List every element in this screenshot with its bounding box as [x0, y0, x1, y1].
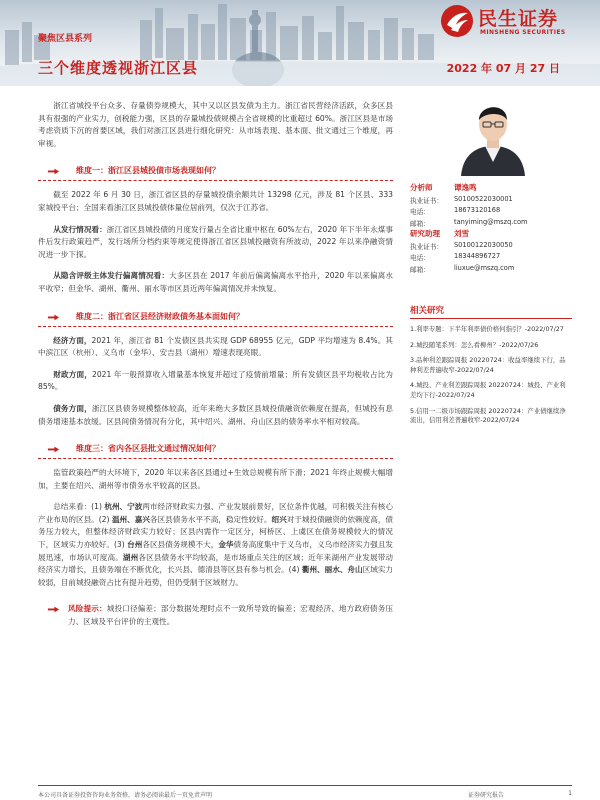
sidebar: [410, 182, 572, 426]
intro-paragraph: 浙江省城投平台众多、存量债券规模大，其中又以区县发债为主力。浙江省民营经济活跃，众多区县具有很强的产业实力，创税能力强，区县的存量城投债规模占全省规模的比重超过 60%。浙江区县是市场考虑资质下沉的首要区域，我们对浙江区县进行细化研究：从市场表现、基本面、批文通过三个维度，再审视。: [38, 101, 393, 148]
section-divider: [38, 180, 393, 181]
dim2-text-2: 2021 年一般预算收入增量基本恢复并超过了疫情前增量；所有发债区县平均税收占比为 85%。: [38, 369, 393, 392]
section-title: 维度二：浙江省区县经济财政债务基本面如何？: [76, 311, 244, 321]
hand-pointer-icon: [46, 309, 61, 324]
dim1-paragraph-1: 截至 2022 年 6 月 30 日，浙江省区县的存量城投债余额共计 13298 亿元，涉及 81 个区县、333 家城投平台；全国来看浙江区县城投债体量位居前列，仅次于江苏省。: [38, 190, 393, 212]
page-number: 1: [568, 790, 572, 797]
related-research-item[interactable]: 1.利率专题：下半年利率债价格何指引？-2022/07/27: [410, 325, 564, 333]
analyst-name-row: [410, 182, 572, 194]
report-header: [0, 0, 600, 86]
analyst-portrait-image: [443, 90, 543, 176]
footer-report-type: 证券研究报告: [468, 792, 505, 799]
related-research-item[interactable]: 3.品种利差跟踪周报 20220724：收益率继续下行，品种利差普遍收窄-2022/07/24: [410, 356, 566, 374]
analyst-phone: 18673120168: [454, 206, 501, 214]
section-divider: [38, 326, 393, 327]
risk-label: 风险提示：: [68, 604, 107, 614]
related-research-item[interactable]: 2.城投随笔系列：怎么看柳州？-2022/07/26: [410, 340, 539, 349]
dim2-text-3: 浙江区县债务规模整体较高，近年来绝大多数区县城投债融资依赖度在提高，但城投有息债务增速基本放缓。区县间债务情况有分化，其中绍兴、湖州、舟山区县的债务率水平相对较高。: [38, 403, 394, 426]
series-label: 聚焦区县系列: [38, 34, 93, 44]
dim1-text-3: 大多区县在 2017 年前后偏离偏离水平抬升，2020 年以来偏离水平收窄；但金华、湖州、衢州、丽水等市区县近两年偏离情况并未恢复。: [38, 271, 394, 293]
analyst-name: 谭逸鸣: [454, 183, 477, 192]
hand-pointer-icon: [46, 601, 61, 616]
section-title: 维度三：省内各区县批文通过情况如何？: [76, 444, 220, 454]
assistant-phone-row: 电话： 18344896727: [410, 252, 501, 262]
dim1-lead-2: 从发行情况看：: [53, 224, 107, 234]
risk-warning: [38, 603, 393, 628]
dim2-lead-3: 债务方面，: [53, 403, 92, 413]
page-footer: [38, 785, 572, 800]
assistant-cert-row: 执业证书： S0100122030050: [410, 240, 513, 251]
assistant-email-link[interactable]: liuxue@mszq.com: [454, 263, 515, 272]
dim2-lead-2: 财政方面，: [53, 369, 92, 379]
main-column: [38, 100, 393, 629]
report-date: 2022 年 07 月 27 日: [446, 62, 560, 75]
dim2-paragraph-3: [38, 403, 393, 428]
dim2-paragraph-1: [38, 335, 393, 360]
footer-disclaimer: 本公司具备证券投资咨询业务资格，请务必阅读最后一页免责声明: [38, 792, 213, 799]
dim2-lead-1: 经济方面，: [53, 335, 92, 345]
report-title: 三个维度透视浙江区县: [38, 59, 199, 77]
minsheng-logo-icon: [440, 4, 474, 38]
minsheng-logo: [440, 2, 590, 42]
dim1-lead-3: 从隐含评级主体发行偏离情况看：: [53, 271, 170, 281]
section-title: 维度一：浙江区县城投债市场表现如何？: [76, 166, 220, 176]
dim2-paragraph-2: [38, 369, 393, 394]
related-research-item[interactable]: 4.城投、产业利差跟踪周报 20220724：城投、产业利差均下行-2022/07/24: [410, 381, 566, 399]
section-header-dim3: [38, 439, 393, 459]
hand-pointer-icon: [46, 163, 61, 178]
section-divider: [38, 458, 393, 459]
logo-text-en: MINSHENG SECURITIES: [480, 29, 566, 36]
risk-content: 城投口径偏差；部分数据处理时点不一致所导致的偏差；宏观经济、地方政府债务压力、区域及平台评价的主观性。: [68, 604, 394, 627]
section-header-dim1: [38, 161, 393, 181]
assistant-name: 刘雪: [454, 229, 469, 238]
section-header-dim2: [38, 307, 393, 327]
assistant-name-row: [410, 228, 572, 240]
assistant-label: 研究助理: [410, 229, 440, 238]
dim1-text-2: 浙江省区县城投债的月度发行量占全省比重中枢在 60%左右，2020 年下半年永煤事件后发行政策趋严，发行场所分档约束等规定使得浙江省区县城投融资有所波动，2022 年以来净融资情况进一步下探。: [38, 224, 394, 259]
analyst-email-link[interactable]: tanyiming@mszq.com: [454, 217, 528, 226]
analyst-photo: [443, 90, 543, 176]
dim3-summary: 总结来看：(1) 杭州、宁波两市经济财政实力强、产业发展前景好，区位条件优越，可积极关注有核心产业布局的区县。(2) 温州、嘉兴各区县债务水平不高，稳定性较好。绍兴对于城投债融资的依赖度高，债务压力较大，但整体经济财政实力较好；区县内需作一定区分，柯桥区、上虞区在债务规模较大的情况下，区域实力亦较好。(3) 台州各区县债务规模不大，金华债务高度集中于义乌市，义乌市经济实力强且发展迅速，市场认可度高。湖州各区县债务水平均较高，是市场重点关注的区域；近年来湖州产业发展带动经济实力增长，且债务端在不断优化，长兴县、德清县等区县有参与机会。(4) 衢州、丽水、舟山区域实力较弱，目前城投融资占比有提升趋势，但仍受制于区域财力。: [38, 502, 394, 587]
analyst-phone-row: 电话： 18673120168: [410, 206, 501, 216]
assistant-phone: 18344896727: [454, 252, 501, 260]
related-research-title: 相关研究: [410, 304, 572, 319]
dim3-paragraph-1: 监管政策趋严的大环境下，2020 年以来各区县通过+生效总规模有所下滑；2021 年终止规模大幅增加，主要在绍兴、湖州等市债务水平较高的区县。: [38, 468, 393, 490]
related-research-item[interactable]: 5.信用一二级市场跟踪周报 20220724：产业债继续净流出，信用利差普遍收窄-2022/07/24: [410, 406, 566, 425]
dim1-paragraph-2: [38, 224, 393, 262]
logo-text-cn: 民生证券: [478, 8, 559, 30]
analyst-label: 分析师: [410, 183, 433, 192]
assistant-cert: S0100122030050: [454, 240, 513, 249]
assistant-email-row: 邮箱： liuxue@mszq.com: [410, 263, 515, 274]
risk-text: [38, 603, 393, 628]
analyst-cert-row: 执业证书： S0100522030001: [410, 194, 513, 205]
dim2-text-1: 2021 年，浙江省 81 个发债区县共实现 GDP 68955 亿元，GDP 平均增速为 8.4%。其中滨江区（杭州）、义乌市（金华）、安吉县（湖州）增速表现亮眼。: [38, 335, 393, 358]
hand-pointer-icon: [46, 441, 61, 456]
analyst-cert: S0100522030001: [454, 194, 513, 203]
analyst-email-row: 邮箱： tanyiming@mszq.com: [410, 217, 528, 228]
dim1-paragraph-3: [38, 270, 393, 295]
